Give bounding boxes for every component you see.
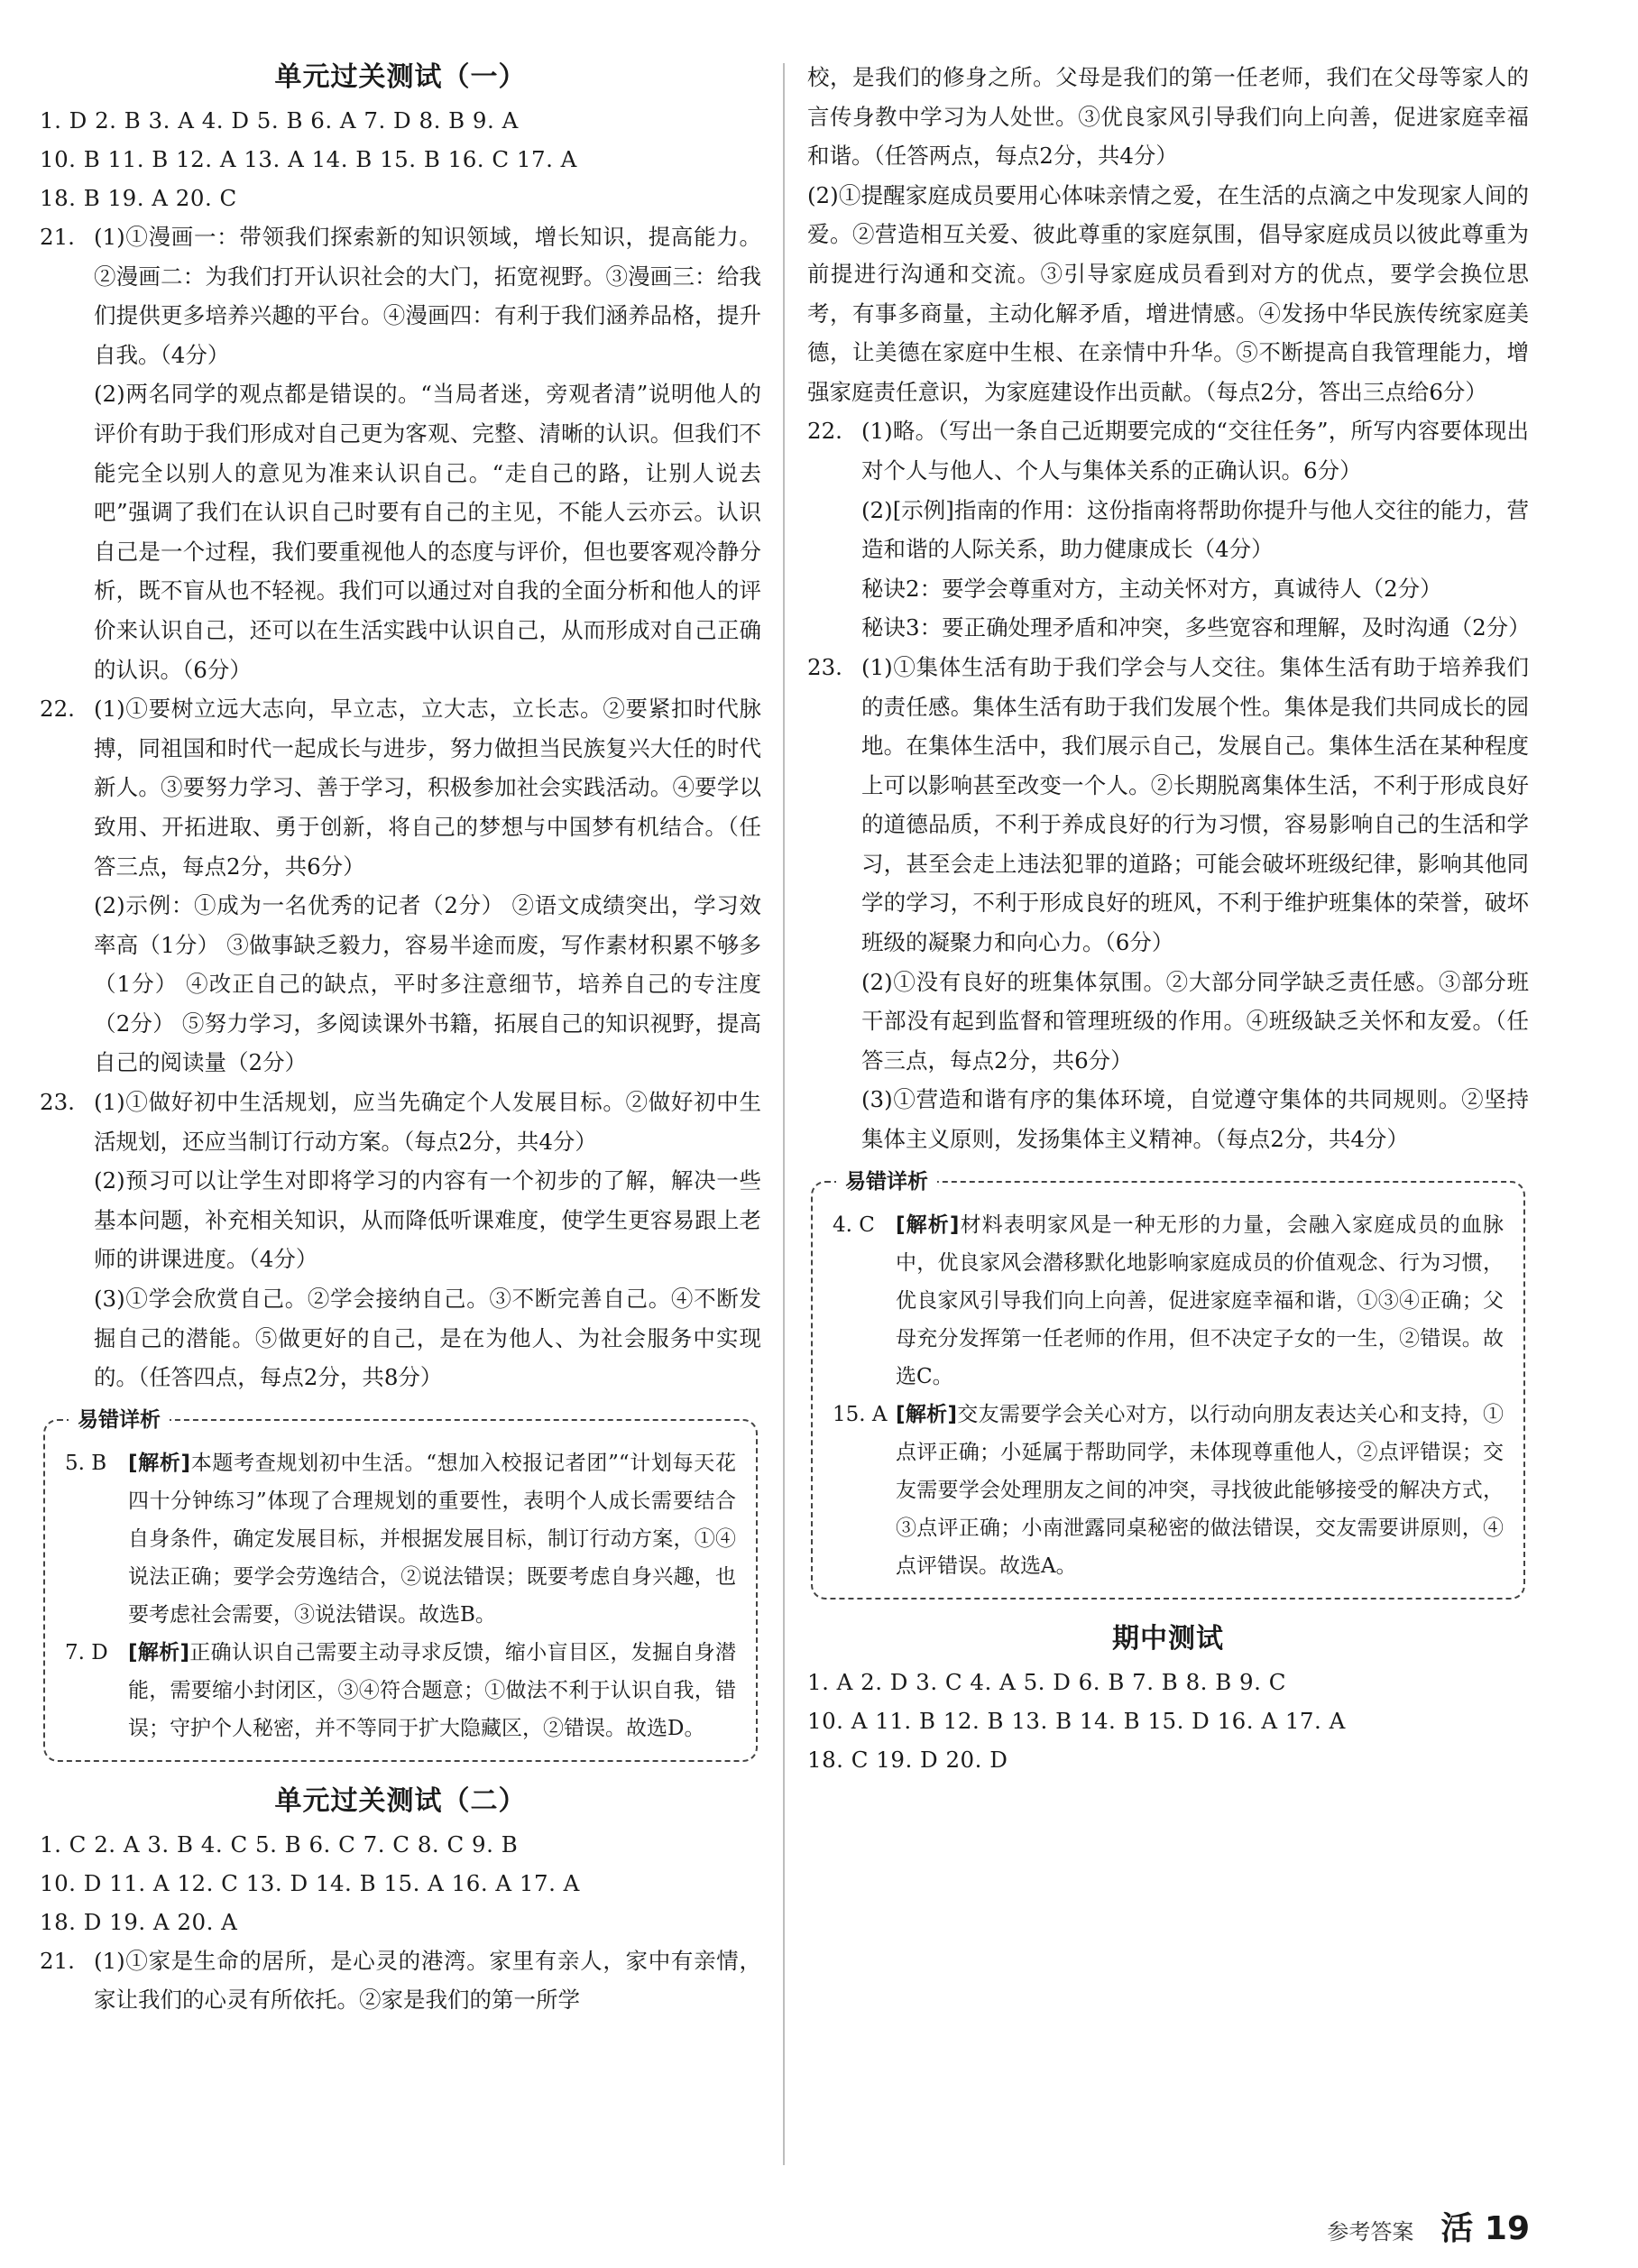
right-column: [807, 58, 1529, 1779]
unit1-error-analysis-box: [43, 1407, 758, 1762]
unit1-choice-row-2: 10. B 11. B 12. A 13. A 14. B 15. B 16. C 17. A: [40, 146, 577, 172]
unit2-q23: [807, 648, 1529, 1159]
error-entry: [833, 1206, 1504, 1396]
error-entry: [833, 1396, 1504, 1585]
question-number: 22.: [40, 696, 75, 723]
question-number: 23.: [807, 653, 842, 680]
answer-paragraph: (1)①漫画一：带领我们探索新的知识领域，增长知识，提高能力。②漫画二：为我们打开认识社会的大门，拓宽视野。③漫画三：给我们提供更多培养兴趣的平台。④漫画四：有利于我们涵养品格，提升自我。（4分）: [94, 224, 761, 368]
unit1-choice-row-3: 18. B 19. A 20. C: [40, 185, 237, 211]
midterm-title: 期中测试: [1112, 1622, 1224, 1655]
answer-paragraph: 秘诀3：要正确处理矛盾和冲突，多些宽容和理解，及时沟通（2分）: [861, 614, 1531, 641]
answer-paragraph: (1)①家是生命的居所，是心灵的港湾。家里有亲人，家中有亲情，家让我们的心灵有所依托。②家是我们的第一所学: [94, 1947, 761, 2014]
unit1-choice-row-1: 1. D 2. B 3. A 4. D 5. B 6. A 7. D 8. B 9. A: [40, 107, 519, 134]
answer-paragraph: (1)①要树立远大志向，早立志，立大志，立长志。②要紧扣时代脉搏，同祖国和时代一起成长与进步，努力做担当民族复兴大任的时代新人。③要努力学习、善于学习，积极参加社会实践活动。④要学以致用、开拓进取、勇于创新，将自己的梦想与中国梦有机结合。（任答三点，每点2分，共6分）: [94, 696, 761, 880]
answer-paragraph: (1)略。（写出一条自己近期要完成的“交往任务”，所写内容要体现出对个人与他人、个人与集体关系的正确认识。6分）: [861, 418, 1529, 484]
answer-paragraph: 秘诀2：要学会尊重对方，主动关怀对方，真诚待人（2分）: [861, 575, 1442, 602]
answer-paragraph: (3)①营造和谐有序的集体环境，自觉遵守集体的共同规则。②坚持集体主义原则，发扬集体主义精神。（每点2分，共4分）: [861, 1086, 1529, 1153]
page-number: 活 19: [1440, 2210, 1530, 2247]
unit2-choice-row-3: 18. D 19. A 20. A: [40, 1908, 238, 1935]
entry-number: 4. C: [833, 1212, 875, 1237]
answer-paragraph: (1)①做好初中生活规划，应当先确定个人发展目标。②做好初中生活规划，还应当制订行动方案。（每点2分，共4分）: [94, 1089, 761, 1155]
midterm-choice-row-2: 10. A 11. B 12. B 13. B 14. B 15. D 16. A 17. A: [807, 1707, 1346, 1734]
answer-paragraph: 校，是我们的修身之所。父母是我们的第一任老师，我们在父母等家人的言传身教中学习为人处世。③优良家风引导我们向上向善，促进家庭幸福和谐。（任答两点，每点2分，共4分）: [807, 64, 1529, 170]
answer-paragraph: (2)[示例]指南的作用：这份指南将帮助你提升与他人交往的能力，营造和谐的人际关系，助力健康成长（4分）: [861, 496, 1529, 563]
entry-number: 15. A: [833, 1402, 888, 1426]
question-number: 21.: [40, 1947, 75, 1974]
unit2-choice-row-2: 10. D 11. A 12. C 13. D 14. B 15. A 16. A 17. A: [40, 1869, 580, 1896]
answer-paragraph: (2)预习可以让学生对即将学习的内容有一个初步的了解，解决一些基本问题，补充相关知识，从而降低听课难度，使学生更容易跟上老师的讲课进度。（4分）: [94, 1167, 761, 1273]
unit1-title: 单元过关测试（一）: [274, 61, 527, 93]
analysis-keyword: [解析]: [128, 1640, 189, 1664]
analysis-text: 材料表明家风是一种无形的力量，会融入家庭成员的血脉中，优良家风会潜移默化地影响家庭成员的价值观念、行为习惯，优良家风引导我们向上向善，促进家庭幸福和谐，①③④正确；父母充分发挥第一任老师的作用，但不决定子女的一生，②错误。故选C。: [896, 1212, 1504, 1388]
unit2-error-analysis-box: [811, 1169, 1525, 1600]
analysis-keyword: [解析]: [896, 1402, 957, 1426]
answer-paragraph: (2)①提醒家庭成员要用心体味亲情之爱，在生活的点滴之中发现家人间的爱。②营造相互关爱、彼此尊重的家庭氛围，倡导家庭成员以彼此尊重为前提进行沟通和交流。③引导家庭成员看到对方的优点，要学会换位思考，有事多商量，主动化解矛盾，增进情感。④发扬中华民族传统家庭美德，让美德在家庭中生根、在亲情中升华。⑤不断提高自我管理能力，增强家庭责任意识，为家庭建设作出贡献。（每点2分，答出三点给6分）: [807, 181, 1529, 405]
unit2-q21-continued: [807, 58, 1529, 411]
left-column: [40, 58, 761, 2020]
midterm-choice-row-3: 18. C 19. D 20. D: [807, 1746, 1008, 1773]
midterm-choice-row-1: 1. A 2. D 3. C 4. A 5. D 6. B 7. B 8. B 9. C: [807, 1668, 1286, 1695]
question-number: 22.: [807, 418, 842, 445]
entry-number: 5. B: [65, 1451, 107, 1475]
answer-paragraph: (1)①集体生活有助于我们学会与人交往。集体生活有助于培养我们的责任感。集体生活有助于我们发展个性。集体是我们共同成长的园地。在集体生活中，我们展示自己，发展自己。集体生活在某种程度上可以影响甚至改变一个人。②长期脱离集体生活，不利于形成良好的道德品质，不利于养成良好的行为习惯，容易影响自己的生活和学习，甚至会走上违法犯罪的道路；可能会破坏班级纪律，影响其他同学的学习，不利于形成良好的班风，不利于维护班集体的荣誉，破坏班级的凝聚力和向心力。（6分）: [861, 653, 1529, 956]
analysis-keyword: [解析]: [128, 1451, 191, 1475]
answer-paragraph: (2)①没有良好的班集体氛围。②大部分同学缺乏责任感。③部分班干部没有起到监督和管理班级的作用。④班级缺乏关怀和友爱。（任答三点，每点2分，共6分）: [861, 968, 1529, 1074]
analysis-text: 正确认识自己需要主动寻求反馈，缩小盲目区，发掘自身潜能，需要缩小封闭区，③④符合题意；①做法不利于认识自我，错误；守护个人秘密，并不等同于扩大隐藏区，②错误。故选D。: [128, 1640, 736, 1740]
answer-paragraph: (3)①学会欣赏自己。②学会接纳自己。③不断完善自己。④不断发掘自己的潜能。⑤做更好的自己，是在为他人、为社会服务中实现的。（任答四点，每点2分，共8分）: [94, 1286, 761, 1391]
unit1-q21: [40, 217, 761, 689]
entry-number: 7. D: [65, 1640, 108, 1664]
unit2-title: 单元过关测试（二）: [274, 1784, 527, 1817]
page-footer: [1327, 2203, 1530, 2249]
analysis-text: 交友需要学会关心对方，以行动向朋友表达关心和支持，①点评正确；小延属于帮助同学，未体现尊重他人，②点评错误；交友需要学会处理朋友之间的冲突，寻找彼此能够接受的解决方式，③点评正确；小南泄露同桌秘密的做法错误，交友需要讲原则，④点评错误。故选A。: [896, 1402, 1504, 1578]
error-analysis-tag: 易错详析: [69, 1405, 170, 1435]
answer-paragraph: (2)两名同学的观点都是错误的。“当局者迷，旁观者清”说明他人的评价有助于我们形成对自己更为客观、完整、清晰的认识。但我们不能完全以别人的意见为准来认识自己。“走自己的路，让别人说去吧”强调了我们在认识自己时要有自己的主见，不能人云亦云。认识自己是一个过程，我们要重视他人的态度与评价，但也要客观冷静分析，既不盲从也不轻视。我们可以通过对自我的全面分析和他人的评价来认识自己，还可以在生活实践中认识自己，从而形成对自己正确的认识。（6分）: [94, 381, 761, 683]
unit1-q23: [40, 1083, 761, 1397]
footer-label: 参考答案: [1327, 2219, 1414, 2245]
unit2-q22: [807, 411, 1529, 648]
question-number: 21.: [40, 224, 75, 250]
error-entry: [65, 1444, 736, 1634]
unit2-q21: [40, 1941, 761, 2020]
unit1-q22: [40, 689, 761, 1083]
unit2-choice-row-1: 1. C 2. A 3. B 4. C 5. B 6. C 7. C 8. C 9. B: [40, 1830, 519, 1858]
error-analysis-tag: 易错详析: [836, 1166, 937, 1197]
analysis-keyword: [解析]: [896, 1212, 960, 1237]
column-divider: [783, 63, 785, 2165]
question-number: 23.: [40, 1089, 75, 1116]
error-entry: [65, 1634, 736, 1747]
answer-paragraph: (2)示例：①成为一名优秀的记者（2分） ②语文成绩突出，学习效率高（1分） ③做事缺乏毅力，容易半途而废，写作素材积累不够多（1分） ④改正自己的缺点，平时多注意细节，培养自己的专注度（2分） ⑤努力学习，多阅读课外书籍，拓展自己的知识视野，提高自己的阅读量（2分）: [94, 892, 761, 1076]
analysis-text: 本题考查规划初中生活。“想加入校报记者团”“计划每天花四十分钟练习”体现了合理规划的重要性，表明个人成长需要结合自身条件，确定发展目标，并根据发展目标，制订行动方案，①④说法正确；要学会劳逸结合，②说法错误；既要考虑自身兴趣，也要考虑社会需要，③说法错误。故选B。: [128, 1451, 736, 1627]
